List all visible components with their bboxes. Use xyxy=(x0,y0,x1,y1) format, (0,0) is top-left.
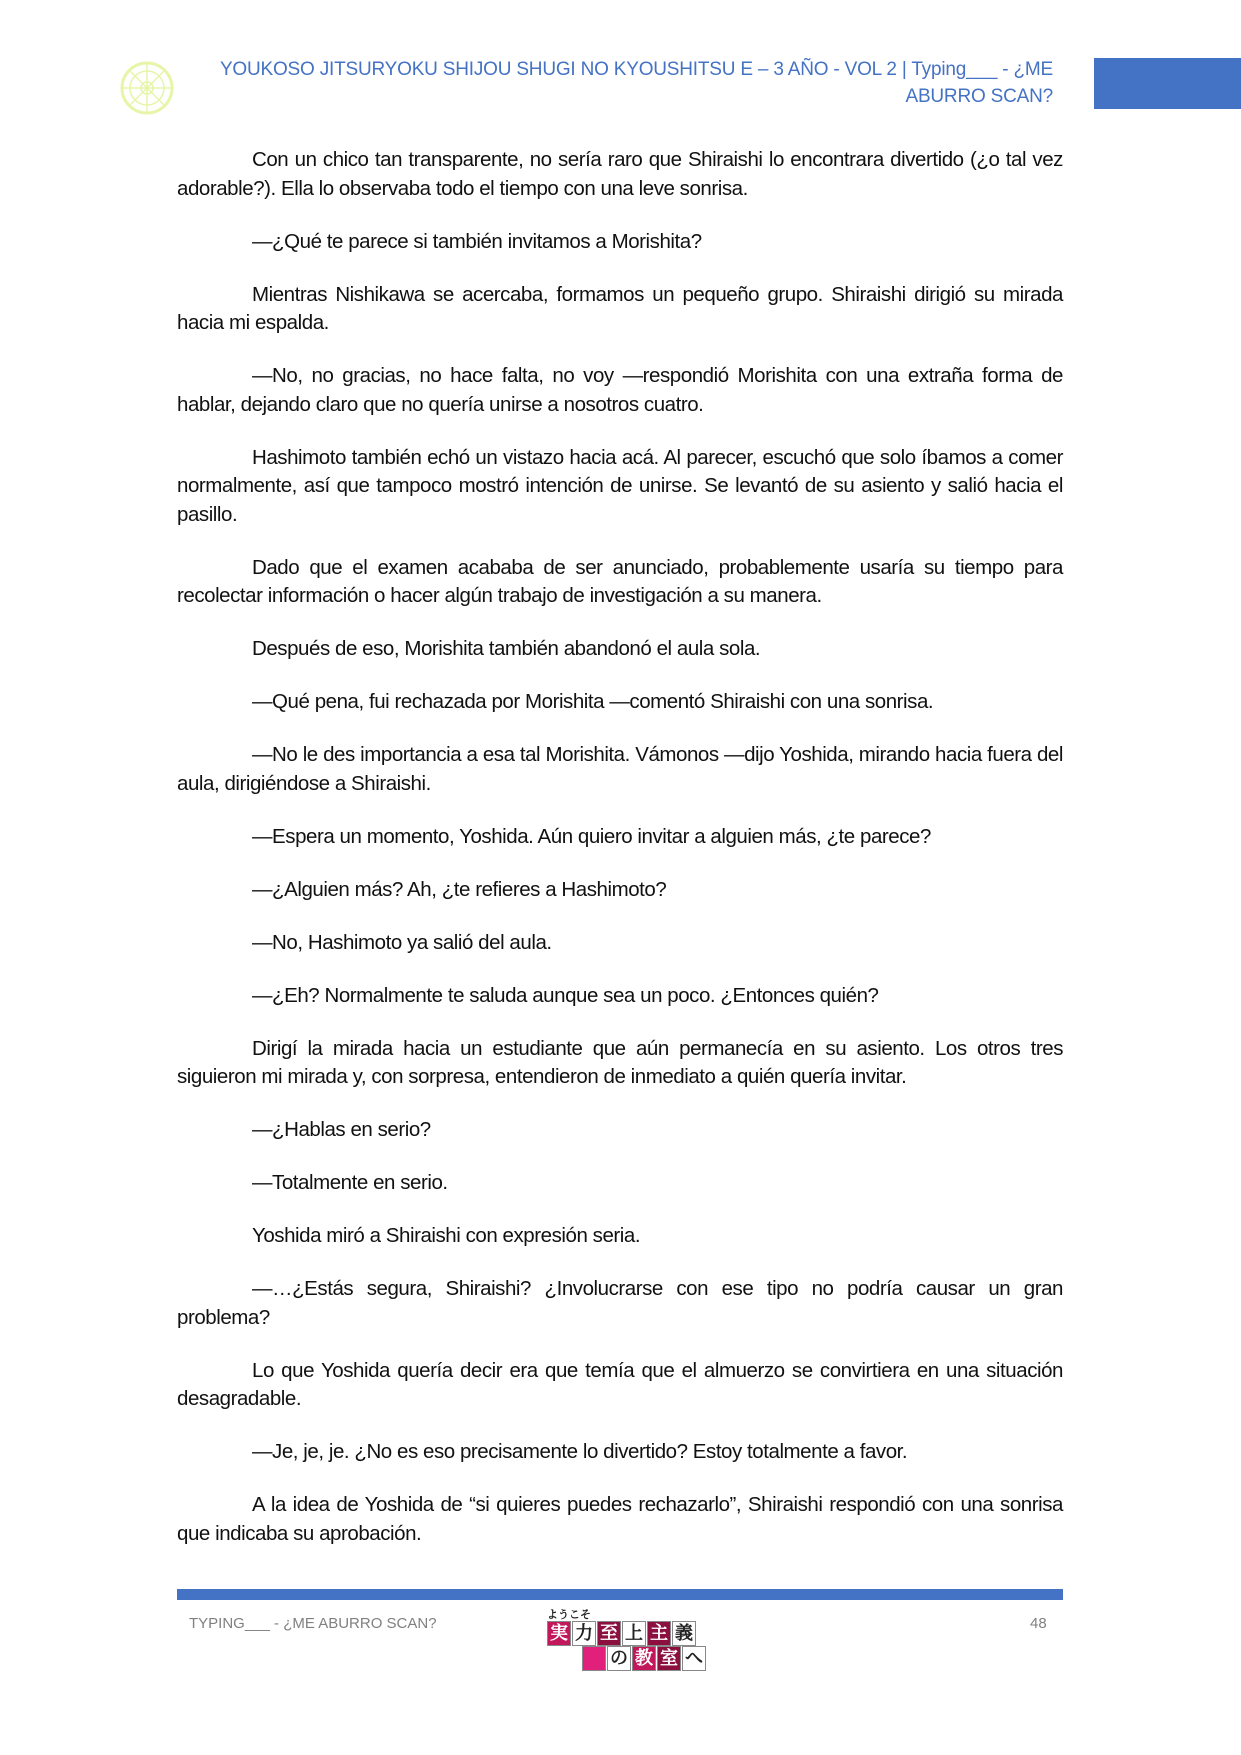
paragraph: —Qué pena, fui rechazada por Morishita —comentó Shiraishi con una sonrisa. xyxy=(252,690,934,713)
paragraph: —Totalmente en serio. xyxy=(252,1171,448,1194)
footer-divider-bar xyxy=(177,1589,1063,1600)
page-number: 48 xyxy=(1030,1615,1047,1632)
logo-row-1 xyxy=(547,1621,696,1646)
logo-tiny-block xyxy=(582,1646,606,1671)
logo-kanji: 実 xyxy=(547,1621,571,1646)
logo-small-text: ようこそ xyxy=(547,1608,591,1621)
logo-kanji: 主 xyxy=(647,1621,671,1646)
paragraph: —No le des importancia a esa tal Morishita. Vámonos —dijo Yoshida, mirando hacia fuera del aula, dirigiéndose a Shiraishi. xyxy=(177,743,1063,795)
footer-credit: TYPING___ - ¿ME ABURRO SCAN? xyxy=(189,1615,437,1632)
logo-kanji: へ xyxy=(682,1646,706,1671)
paragraph: Con un chico tan transparente, no sería raro que Shiraishi lo encontrara divertido (¿o tal vez adorable?). Ella lo observaba todo el tiempo con una leve sonrisa. xyxy=(177,148,1063,200)
paragraph: Dirigí la mirada hacia un estudiante que aún permanecía en su asiento. Los otros tres siguieron mi mirada y, con sorpresa, entendieron de inmediato a quién quería invitar. xyxy=(177,1036,1063,1088)
header-title-line-1: YOUKOSO JITSURYOKU SHIJOU SHUGI NO KYOUSHITSU E – 3 AÑO - VOL 2 | Typing___ - ¿ME xyxy=(219,59,1053,80)
paragraph: Después de eso, Morishita también abandonó el aula sola. xyxy=(252,637,761,660)
paragraph: —¿Qué te parece si también invitamos a Morishita? xyxy=(252,229,702,253)
header-title-line-2: ABURRO SCAN? xyxy=(905,86,1053,107)
paragraph: —¿Alguien más? Ah, ¿te refieres a Hashimoto? xyxy=(252,877,667,901)
series-logo xyxy=(547,1606,703,1676)
page-body xyxy=(177,146,1063,1573)
running-header-title xyxy=(153,56,1053,110)
paragraph: —Je, je, je. ¿No es eso precisamente lo divertido? Estoy totalmente a favor. xyxy=(252,1440,908,1463)
paragraph: Yoshida miró a Shiraishi con expresión seria. xyxy=(252,1224,641,1247)
paragraph: —No, no gracias, no hace falta, no voy —respondió Morishita con una extraña forma de hablar, dejando claro que no quería unirse a nosotros cuatro. xyxy=(177,364,1063,416)
logo-kanji: 至 xyxy=(597,1621,621,1646)
logo-kanji: 義 xyxy=(672,1621,696,1646)
paragraph: —Espera un momento, Yoshida. Aún quiero invitar a alguien más, ¿te parece? xyxy=(252,824,931,848)
paragraph: Mientras Nishikawa se acercaba, formamos un pequeño grupo. Shiraishi dirigió su mirada hacia mi espalda. xyxy=(177,282,1063,334)
paragraph: —No, Hashimoto ya salió del aula. xyxy=(252,930,552,954)
paragraph: A la idea de Yoshida de “si quieres puedes rechazarlo”, Shiraishi respondió con una sonrisa que indicaba su aprobación. xyxy=(177,1493,1063,1545)
paragraph: —¿Eh? Normalmente te saluda aunque sea un poco. ¿Entonces quién? xyxy=(252,983,879,1007)
paragraph: Hashimoto también echó un vistazo hacia acá. Al parecer, escuchó que solo íbamos a comer normalmente, así que tampoco mostró intención de unirse. Se levantó de su asiento y salió hacia el pasillo. xyxy=(177,445,1063,526)
header-accent-block xyxy=(1094,58,1241,109)
logo-kanji: 上 xyxy=(622,1621,646,1646)
logo-kanji: 力 xyxy=(572,1621,596,1646)
logo-kanji: 教 xyxy=(632,1646,656,1671)
paragraph: —…¿Estás segura, Shiraishi? ¿Involucrarse con ese tipo no podría causar un gran problema? xyxy=(177,1277,1063,1329)
logo-row-2 xyxy=(582,1646,706,1671)
paragraph: Lo que Yoshida quería decir era que temía que el almuerzo se convirtiera en una situación desagradable. xyxy=(177,1358,1063,1410)
paragraph: Dado que el examen acababa de ser anunciado, probablemente usaría su tiempo para recolectar información o hacer algún trabajo de investigación a su manera. xyxy=(177,555,1063,607)
logo-kanji: 室 xyxy=(657,1646,681,1671)
logo-kanji: の xyxy=(607,1646,631,1671)
paragraph: —¿Hablas en serio? xyxy=(252,1118,431,1141)
